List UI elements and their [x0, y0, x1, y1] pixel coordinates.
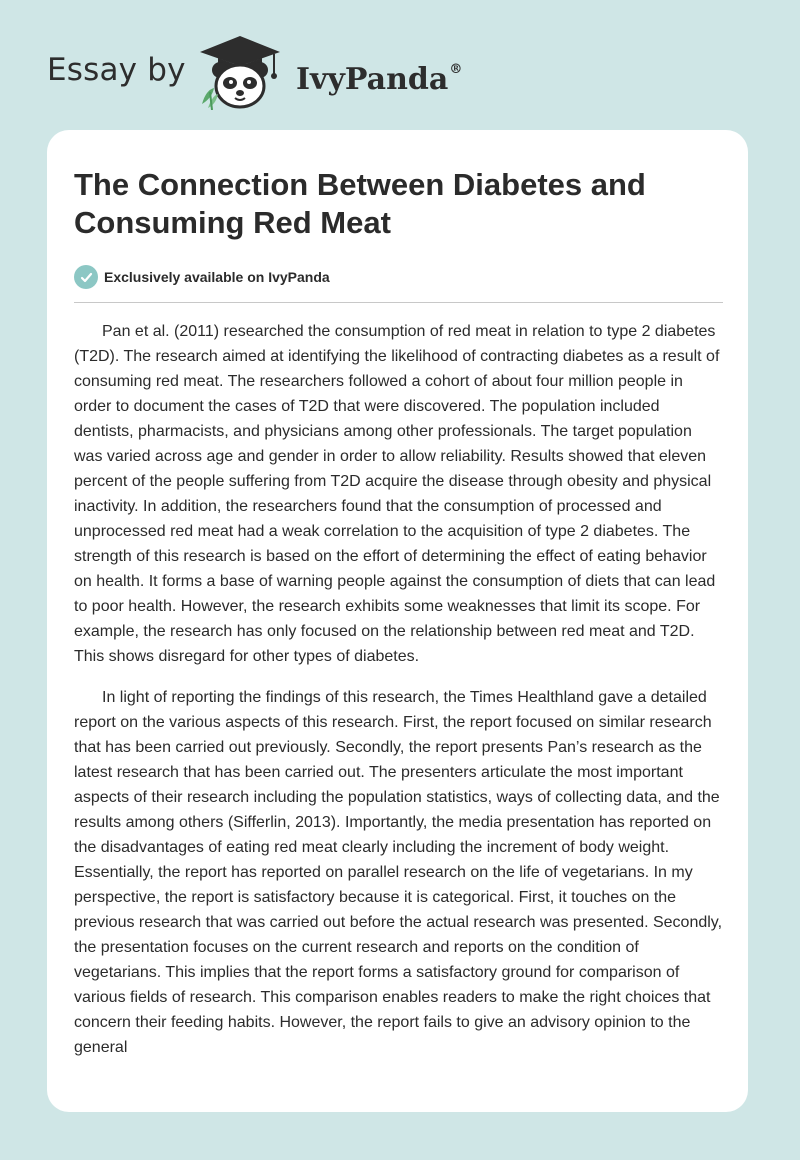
essay-by-label: Essay by — [47, 52, 186, 88]
divider — [74, 302, 723, 303]
panda-logo-icon[interactable] — [196, 34, 284, 110]
exclusive-label: Exclusively available on IvyPanda — [104, 269, 330, 285]
essay-card — [47, 130, 748, 1112]
check-circle-icon — [74, 265, 98, 289]
paragraph: In light of reporting the findings of this research, the Times Healthland gave a detailed report on the various aspects of this research. First, the report focused on similar research that has been carried out previously. Secondly, the report presents Pan’s research as the latest research that has been carried out. The presenters articulate the most important aspects of their research including the population statistics, ways of collecting data, and the results among others (Sifferlin, 2013). Importantly, the media presentation has reported on the disadvantages of eating red meat clearly including the increment of body weight. Essentially, the report has reported on parallel research on the life of vegetarians. In my perspective, the report is satisfactory because it is categorical. First, it touches on the previous research that was carried out before the actual research was presented. Secondly, the presentation focuses on the current research and reports on the condition of vegetarians. This implies that the report forms a satisfactory ground for comparison of various fields of research. This comparison enables readers to make the right choices that concern their feeding habits. However, the report fails to give an advisory opinion to the general — [74, 689, 723, 1056]
page-title: The Connection Between Diabetes and Consuming Red Meat — [74, 167, 646, 240]
brand-text: IvyPanda — [296, 62, 449, 97]
brand-name[interactable] — [296, 52, 462, 98]
registered-mark: ® — [449, 62, 463, 77]
exclusive-badge — [74, 264, 330, 290]
essay-body — [74, 319, 723, 1076]
paragraph: Pan et al. (2011) researched the consumption of red meat in relation to type 2 diabetes (T2D). The research aimed at identifying the likelihood of contracting diabetes as a result of consuming red meat. The researchers followed a cohort of about four million people in order to document the cases of T2D that were discovered. The population included dentists, pharmacists, and physicians among other professionals. The target population was varied across age and gender in order to allow reliability. Results showed that eleven percent of the people suffering from T2D acquire the disease through obesity and physical inactivity. In addition, the researchers found that the consumption of processed and unprocessed red meat had a weak correlation to the acquisition of type 2 diabetes. The strength of this research is based on the effort of determining the effect of eating behavior on health. It forms a base of warning people against the consumption of diets that can lead to poor health. However, the research exhibits some weaknesses that limit its scope. For example, the research has only focused on the relationship between red meat and T2D. This shows disregard for other types of diabetes. — [74, 323, 720, 665]
site-header — [0, 0, 800, 125]
